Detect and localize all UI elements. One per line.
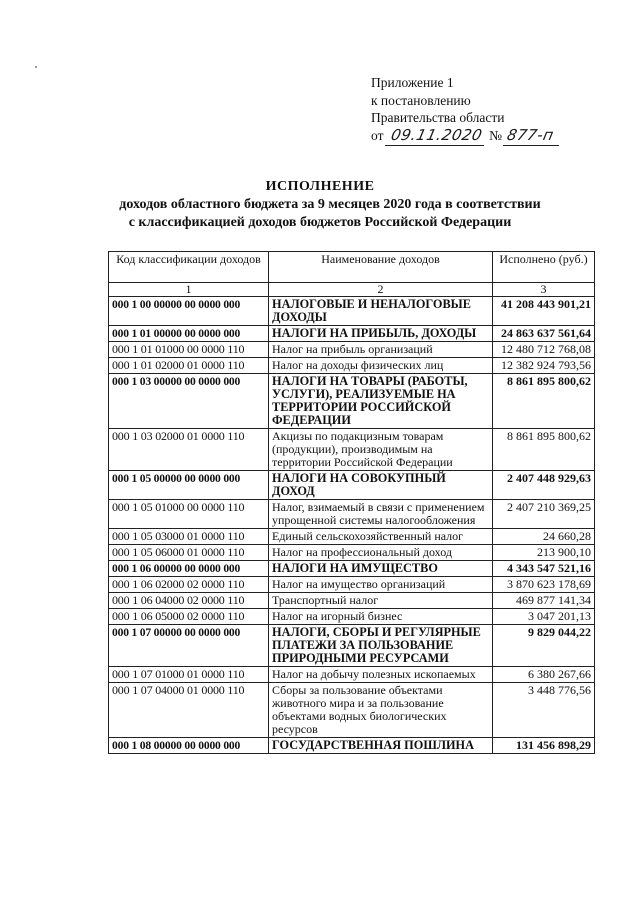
name-cell: НАЛОГОВЫЕ И НЕНАЛОГОВЫЕ ДОХОДЫ bbox=[269, 297, 493, 326]
name-cell: НАЛОГИ НА СОВОКУПНЫЙ ДОХОД bbox=[269, 471, 493, 500]
table-row bbox=[109, 297, 595, 326]
appendix-block bbox=[371, 74, 562, 145]
table-row bbox=[109, 561, 595, 577]
amount-cell: 469 877 141,34 bbox=[493, 593, 595, 609]
table-row bbox=[109, 577, 595, 593]
table-header-row bbox=[109, 252, 595, 283]
table-row bbox=[109, 374, 595, 429]
amount-cell: 41 208 443 901,21 bbox=[493, 297, 595, 326]
name-cell: Налог на имущество организаций bbox=[269, 577, 493, 593]
name-cell: ГОСУДАРСТВЕННАЯ ПОШЛИНА bbox=[269, 738, 493, 754]
amount-cell: 2 407 210 369,25 bbox=[493, 500, 595, 529]
code-cell: 000 1 07 04000 01 0000 110 bbox=[109, 683, 269, 738]
name-cell: НАЛОГИ НА ПРИБЫЛЬ, ДОХОДЫ bbox=[269, 326, 493, 342]
code-cell: 000 1 00 00000 00 0000 000 bbox=[109, 297, 269, 326]
table-row bbox=[109, 683, 595, 738]
amount-cell: 4 343 547 521,16 bbox=[493, 561, 595, 577]
header-code: Код классификации доходов bbox=[109, 252, 269, 283]
code-cell: 000 1 06 05000 02 0000 110 bbox=[109, 609, 269, 625]
amount-cell: 3 870 623 178,69 bbox=[493, 577, 595, 593]
code-cell: 000 1 06 04000 02 0000 110 bbox=[109, 593, 269, 609]
table-row bbox=[109, 342, 595, 358]
appendix-decree-line bbox=[371, 127, 562, 146]
header-name: Наименование доходов bbox=[269, 252, 493, 283]
amount-cell: 24 863 637 561,64 bbox=[493, 326, 595, 342]
amount-cell: 6 380 267,66 bbox=[493, 667, 595, 683]
name-cell: Налог на добычу полезных ископаемых bbox=[269, 667, 493, 683]
code-cell: 000 1 08 00000 00 0000 000 bbox=[109, 738, 269, 754]
title-line-2: доходов областного бюджета за 9 месяцев 2020 года в соответствии bbox=[119, 197, 541, 212]
amount-cell: 131 456 898,29 bbox=[493, 738, 595, 754]
amount-cell: 24 660,28 bbox=[493, 529, 595, 545]
name-cell: Налог на прибыль организаций bbox=[269, 342, 493, 358]
table-row bbox=[109, 738, 595, 754]
appendix-line-2: к постановлению bbox=[371, 92, 471, 108]
code-cell: 000 1 05 01000 00 0000 110 bbox=[109, 500, 269, 529]
amount-cell: 8 861 895 800,62 bbox=[493, 374, 595, 429]
name-cell: НАЛОГИ НА ТОВАРЫ (РАБОТЫ, УСЛУГИ), РЕАЛИЗУЕМЫЕ НА ТЕРРИТОРИИ РОССИЙСКОЙ ФЕДЕРАЦИИ bbox=[269, 374, 493, 429]
code-cell: 000 1 03 02000 01 0000 110 bbox=[109, 429, 269, 471]
column-number-1: 1 bbox=[109, 283, 269, 297]
name-cell: Налог на профессиональный доход bbox=[269, 545, 493, 561]
number-label: № bbox=[489, 127, 503, 143]
code-cell: 000 1 01 02000 01 0000 110 bbox=[109, 358, 269, 374]
table-row bbox=[109, 625, 595, 667]
code-cell: 000 1 05 00000 00 0000 000 bbox=[109, 471, 269, 500]
table-row bbox=[109, 609, 595, 625]
column-number-2: 2 bbox=[269, 283, 493, 297]
code-cell: 000 1 06 00000 00 0000 000 bbox=[109, 561, 269, 577]
header-amount: Исполнено (руб.) bbox=[493, 252, 595, 283]
appendix-line-1: Приложение 1 bbox=[371, 75, 454, 90]
amount-cell: 3 448 776,56 bbox=[493, 683, 595, 738]
table-row bbox=[109, 429, 595, 471]
appendix-line-3: Правительства области bbox=[371, 110, 505, 125]
amount-cell: 8 861 895 800,62 bbox=[493, 429, 595, 471]
amount-cell: 213 900,10 bbox=[493, 545, 595, 561]
amount-cell: 12 382 924 793,56 bbox=[493, 358, 595, 374]
name-cell: Сборы за пользование объектами животного мира и за пользование объектами водных биологических ресурсов bbox=[269, 683, 493, 738]
handwritten-date: 09.11.2020 bbox=[385, 127, 488, 146]
name-cell: Налог на доходы физических лиц bbox=[269, 358, 493, 374]
code-cell: 000 1 07 00000 00 0000 000 bbox=[109, 625, 269, 667]
amount-cell: 12 480 712 768,08 bbox=[493, 342, 595, 358]
code-cell: 000 1 01 01000 00 0000 110 bbox=[109, 342, 269, 358]
name-cell: Транспортный налог bbox=[269, 593, 493, 609]
table-row bbox=[109, 500, 595, 529]
name-cell: Налог, взимаемый в связи с применением упрощенной системы налогообложения bbox=[269, 500, 493, 529]
name-cell: НАЛОГИ, СБОРЫ И РЕГУЛЯРНЫЕ ПЛАТЕЖИ ЗА ПОЛЬЗОВАНИЕ ПРИРОДНЫМИ РЕСУРСАМИ bbox=[269, 625, 493, 667]
code-cell: 000 1 06 02000 02 0000 110 bbox=[109, 577, 269, 593]
handwritten-number: 877-п bbox=[503, 127, 563, 146]
amount-cell: 3 047 201,13 bbox=[493, 609, 595, 625]
name-cell: Налог на игорный бизнес bbox=[269, 609, 493, 625]
amount-cell: 9 829 044,22 bbox=[493, 625, 595, 667]
code-cell: 000 1 05 06000 01 0000 110 bbox=[109, 545, 269, 561]
name-cell: Акцизы по подакцизным товарам (продукции), производимым на территории Российской Федерации bbox=[269, 429, 493, 471]
table-row bbox=[109, 471, 595, 500]
amount-cell: 2 407 448 929,63 bbox=[493, 471, 595, 500]
from-label: от bbox=[371, 127, 384, 143]
table-row bbox=[109, 326, 595, 342]
revenue-table bbox=[108, 251, 595, 754]
scan-speck bbox=[35, 66, 37, 68]
table-row bbox=[109, 667, 595, 683]
title-line-3: с классификацией доходов бюджетов Российской Федерации bbox=[128, 215, 512, 230]
document-title bbox=[0, 178, 640, 232]
column-number-3: 3 bbox=[493, 283, 595, 297]
title-line-1: ИСПОЛНЕНИЕ bbox=[265, 179, 375, 194]
name-cell: НАЛОГИ НА ИМУЩЕСТВО bbox=[269, 561, 493, 577]
code-cell: 000 1 03 00000 00 0000 000 bbox=[109, 374, 269, 429]
code-cell: 000 1 01 00000 00 0000 000 bbox=[109, 326, 269, 342]
table-row bbox=[109, 358, 595, 374]
table-row bbox=[109, 529, 595, 545]
table-row bbox=[109, 545, 595, 561]
table-row bbox=[109, 593, 595, 609]
code-cell: 000 1 07 01000 01 0000 110 bbox=[109, 667, 269, 683]
column-number-row bbox=[109, 283, 595, 297]
code-cell: 000 1 05 03000 01 0000 110 bbox=[109, 529, 269, 545]
name-cell: Единый сельскохозяйственный налог bbox=[269, 529, 493, 545]
